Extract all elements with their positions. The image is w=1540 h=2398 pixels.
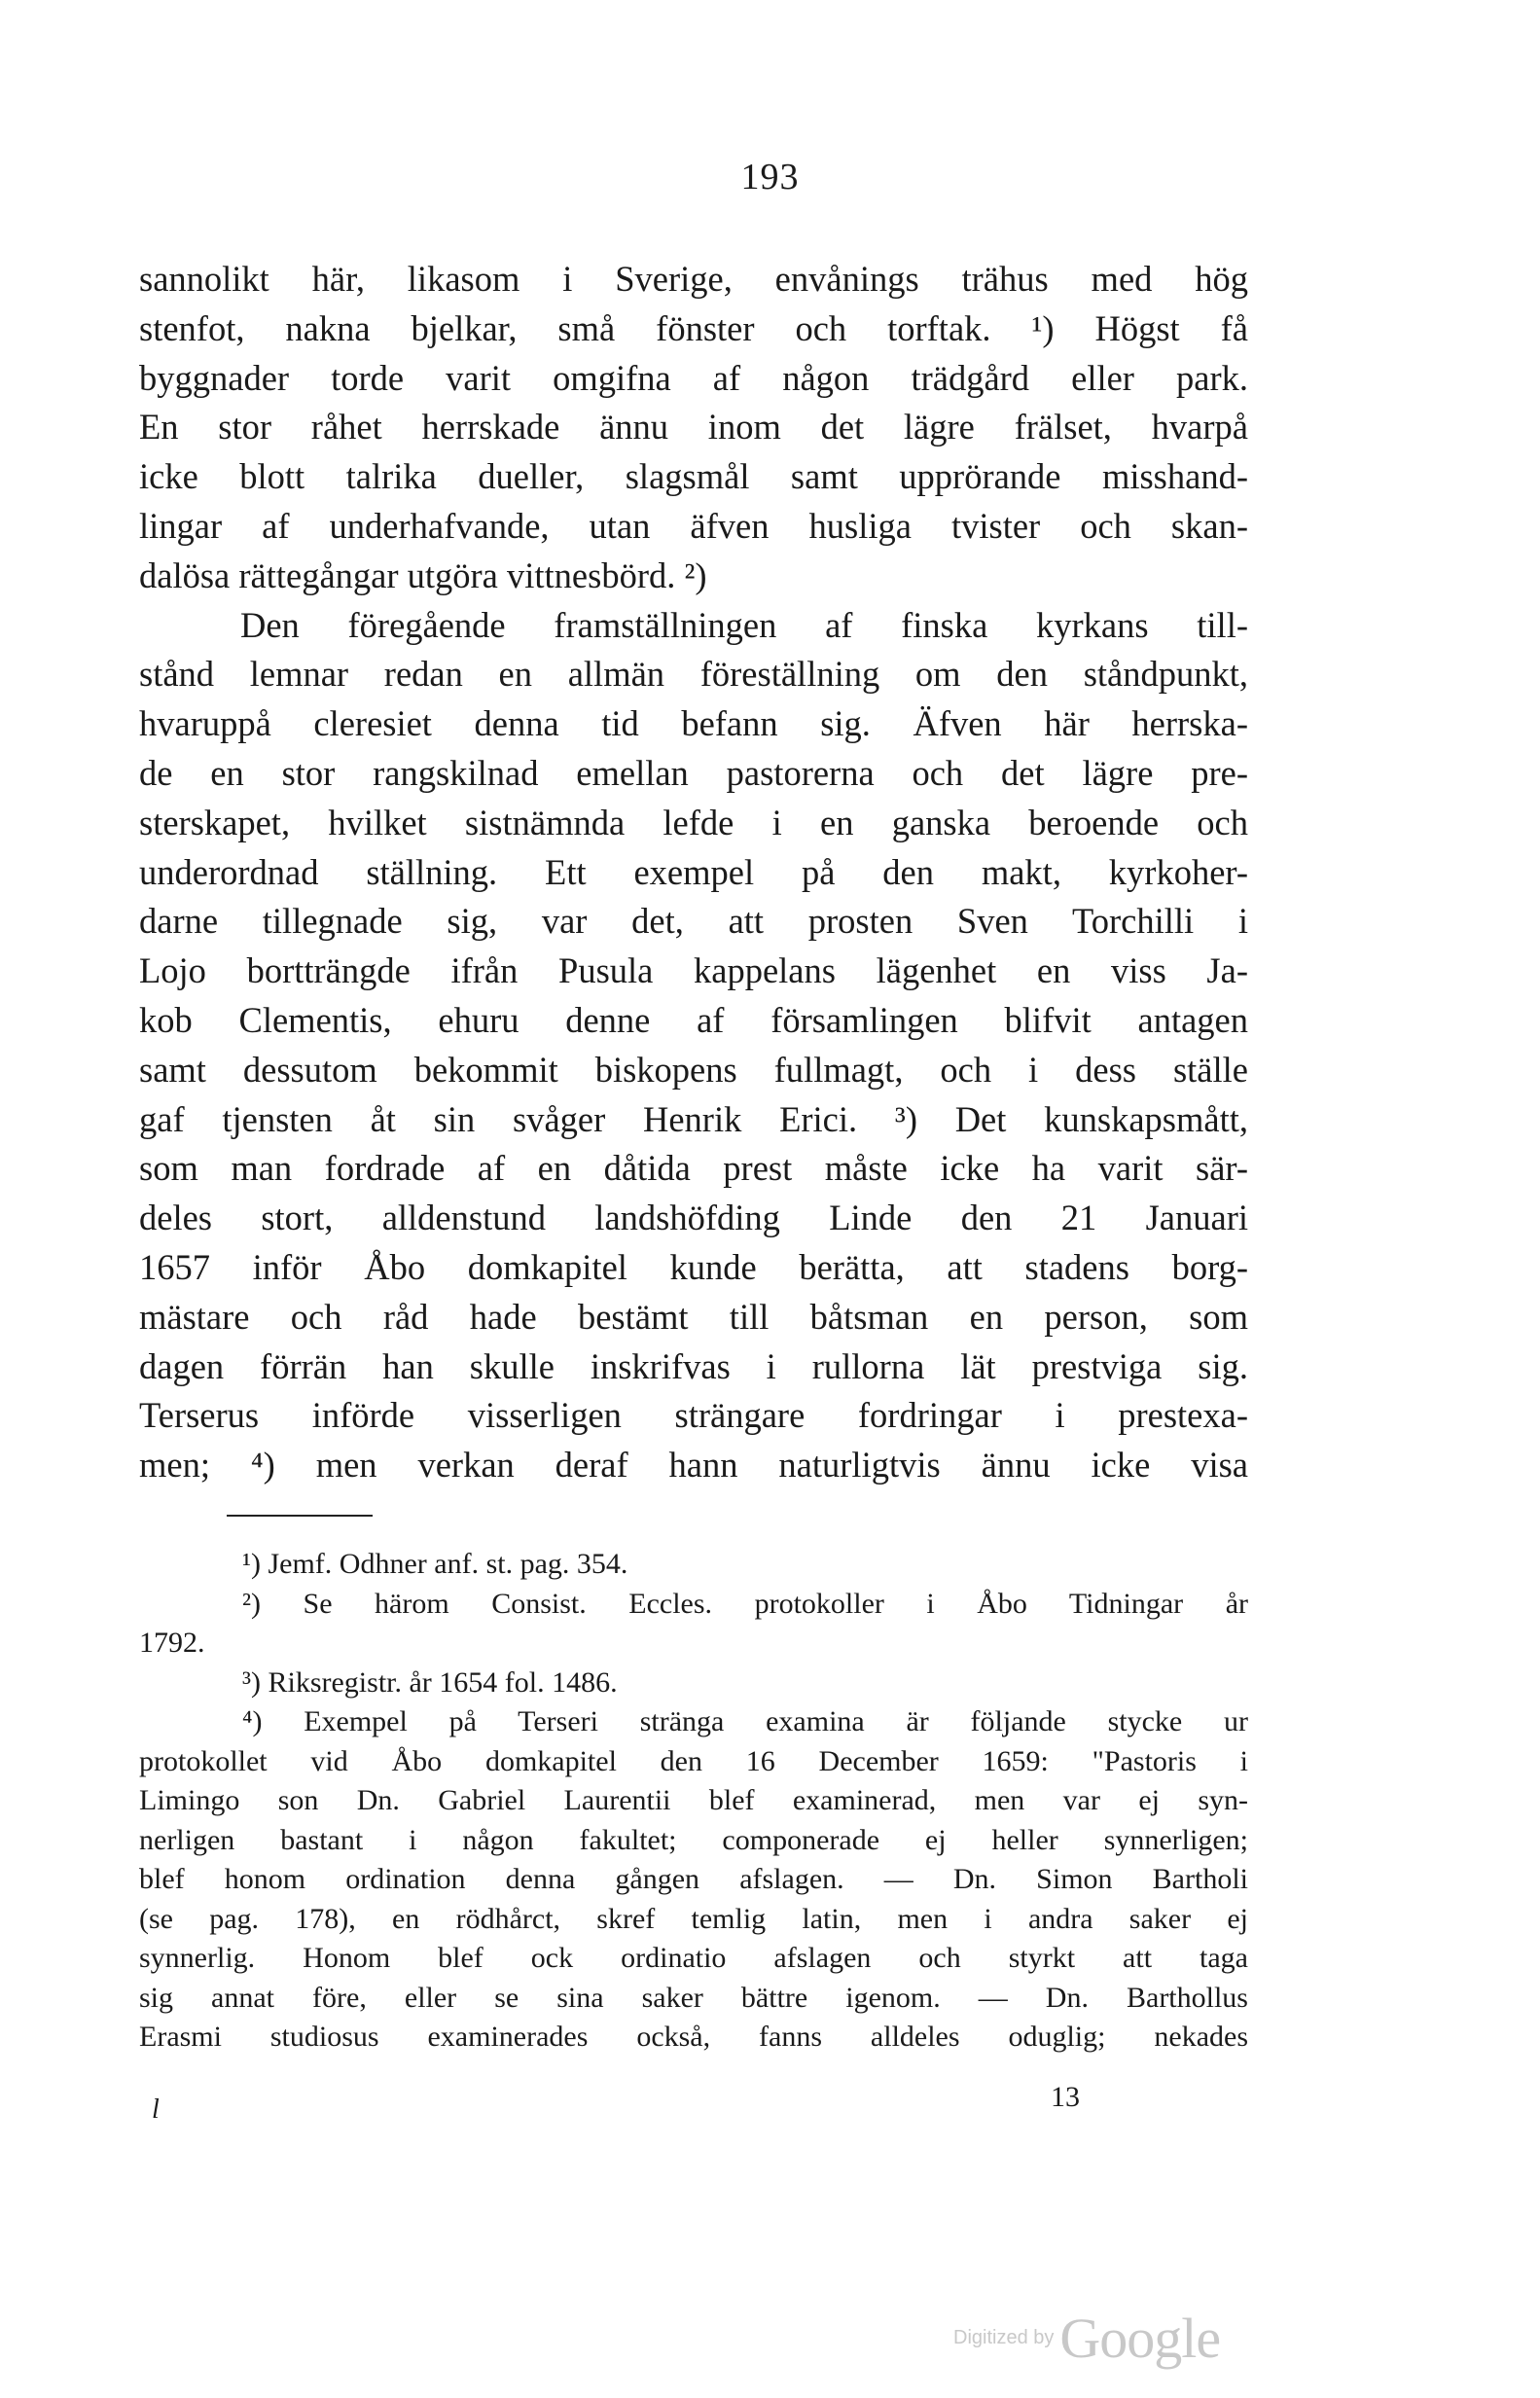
watermark-logo: Google	[1059, 2307, 1221, 2370]
body-line: dagen förrän han skulle inskrifvas i rullorna lät prestviga sig.	[139, 1345, 1248, 1386]
footnote-line: ³) Riksregistr. år 1654 fol. 1486.	[242, 1665, 618, 1699]
footnote-divider	[227, 1515, 373, 1517]
footnote-line: nerligen bastant i någon fakultet; componerade ej heller synnerligen;	[139, 1823, 1248, 1856]
body-line: byggnader torde varit omgifna af någon trädgård eller park.	[139, 357, 1248, 398]
body-line: lingar af underhafvande, utan äfven husliga tvister och skan-	[139, 505, 1248, 546]
footnote-line: 1792.	[139, 1627, 205, 1659]
body-line: mästare och råd hade bestämt till båtsman en person, som	[139, 1296, 1248, 1337]
signature-number: 13	[1051, 2081, 1080, 2113]
body-line: Terserus införde visserligen strängare fordringar i prestexa-	[139, 1395, 1248, 1436]
footnote-line: ²) Se härom Consist. Eccles. protokoller i Åbo Tidningar år	[242, 1587, 1248, 1620]
signature-mark: l	[152, 2094, 160, 2125]
body-line: icke blott talrika dueller, slagsmål samt upprörande misshand-	[139, 456, 1248, 497]
body-line: men; ⁴) men verkan deraf hann naturligtvis ännu icke visa	[139, 1445, 1248, 1485]
body-line: deles stort, alldenstund landshöfding Linde den 21 Januari	[139, 1198, 1248, 1238]
body-line: Lojo bortträngde ifrån Pusula kappelans lägenhet en viss Ja-	[139, 950, 1248, 991]
digitized-watermark	[953, 2306, 1220, 2371]
footnote-line: (se pag. 178), en rödhårct, skref temlig latin, men i andra saker ej	[139, 1902, 1248, 1935]
footnote-line: Erasmi studiosus examinerades också, fanns alldeles oduglig; nekades	[139, 2021, 1248, 2053]
footnote-line: protokollet vid Åbo domkapitel den 16 December 1659: "Pastoris i	[139, 1744, 1248, 1777]
body-line: som man fordrade af en dåtida prest måste icke ha varit sär-	[139, 1148, 1248, 1189]
body-text	[139, 255, 1248, 1490]
body-line: sterskapet, hvilket sistnämnda lefde i en ganska beroende och	[139, 802, 1248, 842]
body-line: de en stor rangskilnad emellan pastorerna och det lägre pre-	[139, 752, 1248, 793]
footnote-line: ¹) Jemf. Odhner anf. st. pag. 354.	[242, 1548, 628, 1580]
body-line: stånd lemnar redan en allmän föreställning om den ståndpunkt,	[139, 654, 1248, 695]
body-line: darne tillegnade sig, var det, att prosten Sven Torchilli i	[139, 901, 1248, 942]
body-line: gaf tjensten åt sin svåger Henrik Erici. ³) Det kunskapsmått,	[139, 1098, 1248, 1139]
body-line: dalösa rättegångar utgöra vittnesbörd. ²)	[139, 555, 707, 595]
footnote-line: Limingo son Dn. Gabriel Laurentii blef examinerad, men var ej syn-	[139, 1784, 1248, 1816]
body-line: 1657 inför Åbo domkapitel kunde berätta, att stadens borg-	[139, 1246, 1248, 1287]
body-line: Den föregående framställningen af finska kyrkans till-	[240, 604, 1248, 645]
footnotes	[139, 1545, 1248, 2058]
body-line: kob Clementis, ehuru denne af församlingen blifvit antagen	[139, 999, 1248, 1040]
body-line: stenfot, nakna bjelkar, små fönster och torftak. ¹) Högst få	[139, 307, 1248, 348]
watermark-caption: Digitized by	[953, 2327, 1055, 2348]
body-line: hvaruppå cleresiet denna tid befann sig. Äfven här herrska-	[139, 703, 1248, 744]
body-line: underordnad ställning. Ett exempel på den makt, kyrkoher-	[139, 851, 1248, 892]
body-line: En stor råhet herrskade ännu inom det lägre frälset, hvarpå	[139, 407, 1248, 447]
footnote-line: ⁴) Exempel på Terseri stränga examina är följande stycke ur	[242, 1705, 1248, 1737]
body-line: samt dessutom bekommit biskopens fullmagt, och i dess ställe	[139, 1049, 1248, 1090]
printer-signature	[0, 2081, 1540, 2133]
footnote-line: sig annat före, eller se sina saker bättre igenom. — Dn. Barthollus	[139, 1981, 1248, 2014]
page-number: 193	[740, 157, 800, 197]
body-line: sannolikt här, likasom i Sverige, envånings trähus med hög	[139, 259, 1248, 299]
footnote-line: blef honom ordination denna gången afslagen. — Dn. Simon Bartholi	[139, 1863, 1248, 1895]
footnote-line: synnerlig. Honom blef ock ordinatio afslagen och styrkt att taga	[139, 1942, 1248, 1974]
